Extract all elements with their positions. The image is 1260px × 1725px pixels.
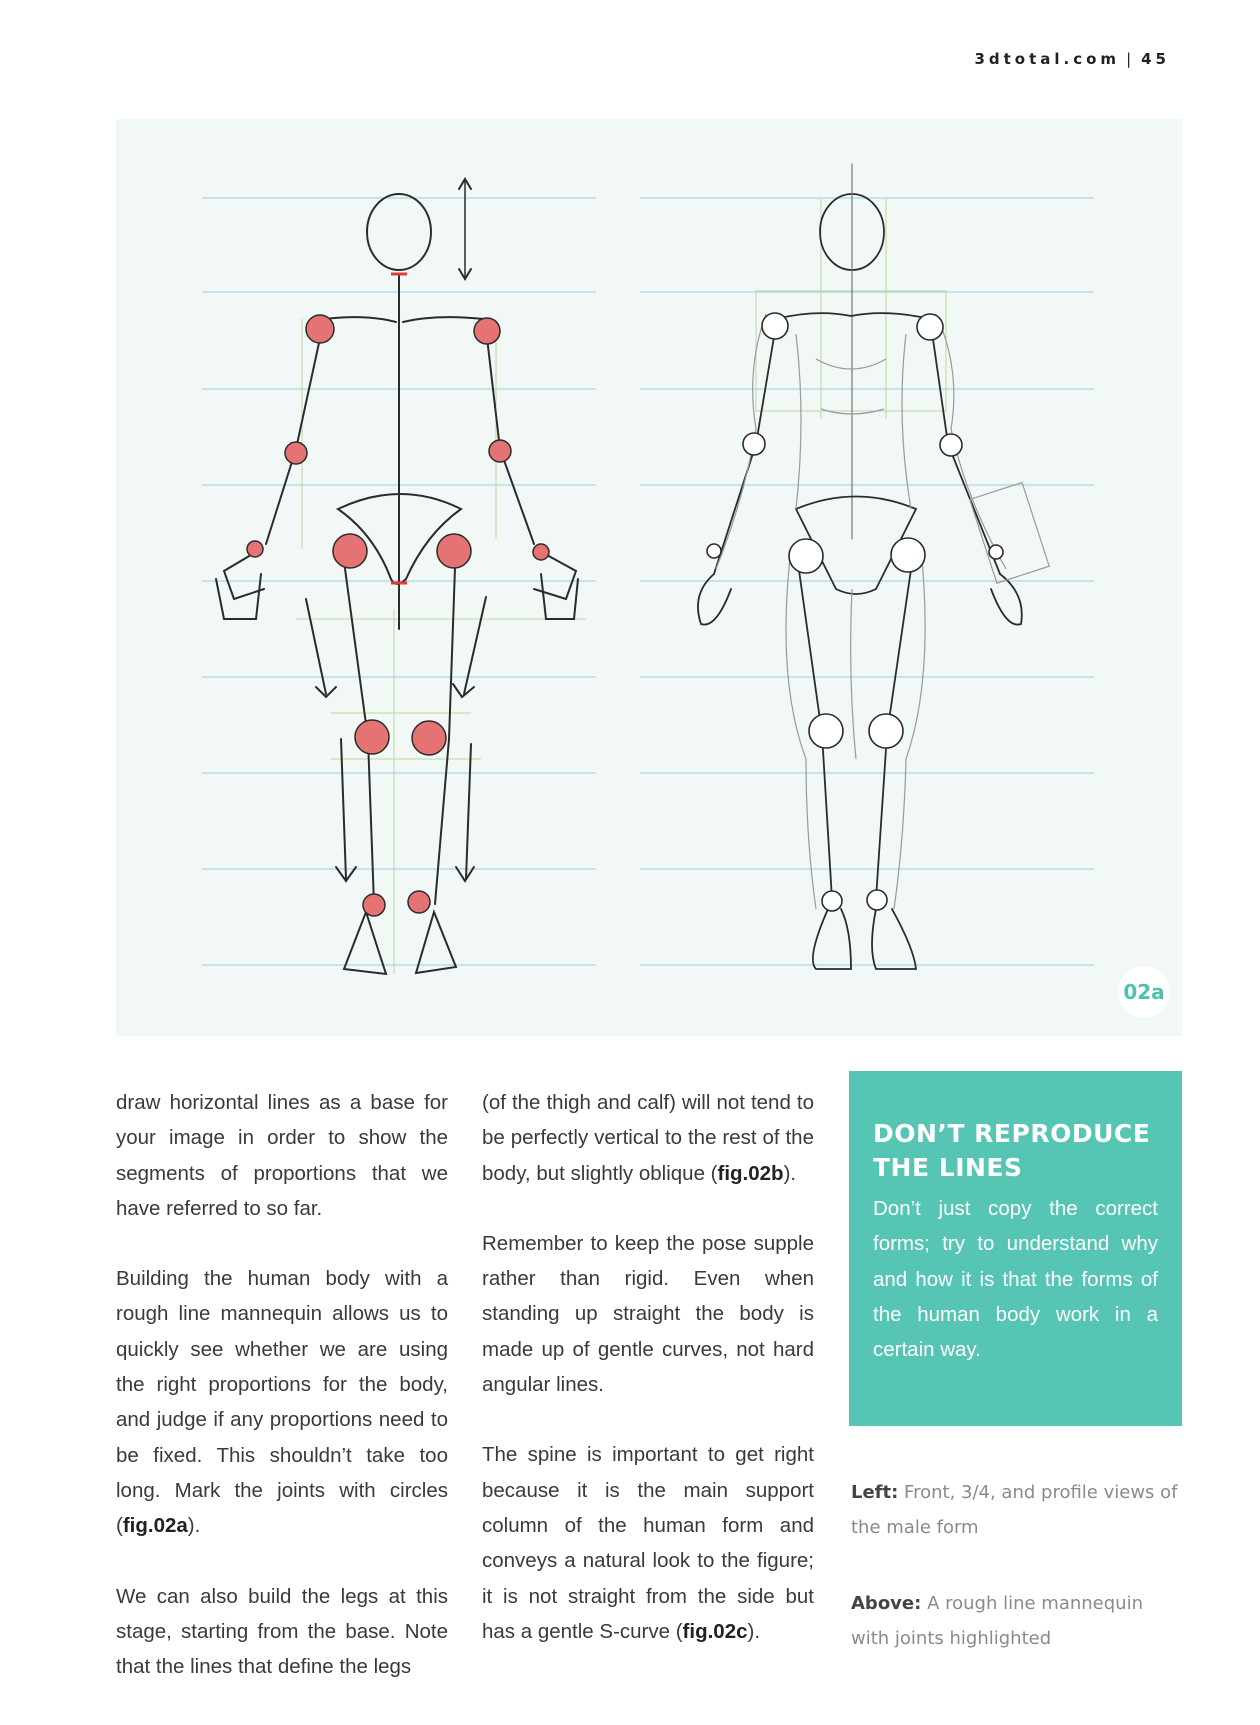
caption-label: Above:	[851, 1593, 922, 1614]
figure-reference: fig.02c	[682, 1619, 748, 1643]
paragraph	[482, 1437, 814, 1649]
page-header	[974, 50, 1170, 68]
caption-text: Front, 3/4, and profile views of the male form	[851, 1482, 1178, 1538]
paragraph-text-end: ).	[747, 1619, 761, 1643]
paragraph	[482, 1085, 814, 1191]
caption-above	[851, 1586, 1181, 1656]
site-name: 3dtotal.com	[974, 50, 1121, 68]
anatomical-outline	[716, 314, 1049, 909]
header-separator: |	[1126, 50, 1136, 68]
text-column-1	[116, 1085, 448, 1719]
text-column-2	[482, 1085, 814, 1684]
anatomical-joints	[707, 313, 1003, 911]
caption-text: A rough line mannequin with joints highlighted	[851, 1593, 1143, 1649]
figure-reference: fig.02a	[122, 1514, 188, 1538]
paragraph: draw horizontal lines as a base for your image in order to show the segments of proportions that we have referred to so far.	[116, 1091, 448, 1220]
mannequin-figure	[116, 119, 1182, 1036]
paragraph: We can also build the legs at this stage, starting from the base. Note that the lines that define the legs	[116, 1584, 448, 1679]
page-number: 45	[1141, 50, 1170, 68]
tip-body: Don’t just copy the correct forms; try to understand why and how it is that the forms of the human body work in a certain way.	[873, 1197, 1158, 1362]
paragraph-text-end: ).	[783, 1161, 797, 1185]
figure-reference: fig.02b	[717, 1161, 784, 1185]
paragraph-text: The spine is important to get right because it is the main support column of the human form and conveys a natural look to the figure; it is not straight from the side but has a gentle S-curve (	[482, 1443, 814, 1643]
paragraph-text: Building the human body with a rough line mannequin allows us to quickly see whether we are using the right proportions for the body, and judge if any proportions need to be fixed. This shouldn’t take too long. Mark the joints with circles (	[116, 1267, 448, 1538]
tip-title: DON’T REPRODUCE THE LINES	[873, 1119, 1151, 1182]
figure-badge: 02a	[1118, 966, 1170, 1018]
anatomical-figure	[698, 164, 1022, 969]
paragraph-text-end: ).	[187, 1514, 201, 1538]
paragraph	[116, 1261, 448, 1543]
tip-box	[849, 1071, 1182, 1426]
mannequin-drawing	[116, 119, 1182, 1036]
paragraph-text: (of the thigh and calf) will not tend to be perfectly vertical to the rest of the body, but slightly oblique (	[482, 1091, 814, 1185]
caption-left	[851, 1475, 1181, 1545]
guide-lines	[202, 198, 1094, 965]
paragraph: Remember to keep the pose supple rather than rigid. Even when standing up straight the body is made up of gentle curves, not hard angular lines.	[482, 1231, 814, 1397]
front-mannequin	[216, 179, 578, 974]
caption-label: Left:	[851, 1482, 899, 1503]
